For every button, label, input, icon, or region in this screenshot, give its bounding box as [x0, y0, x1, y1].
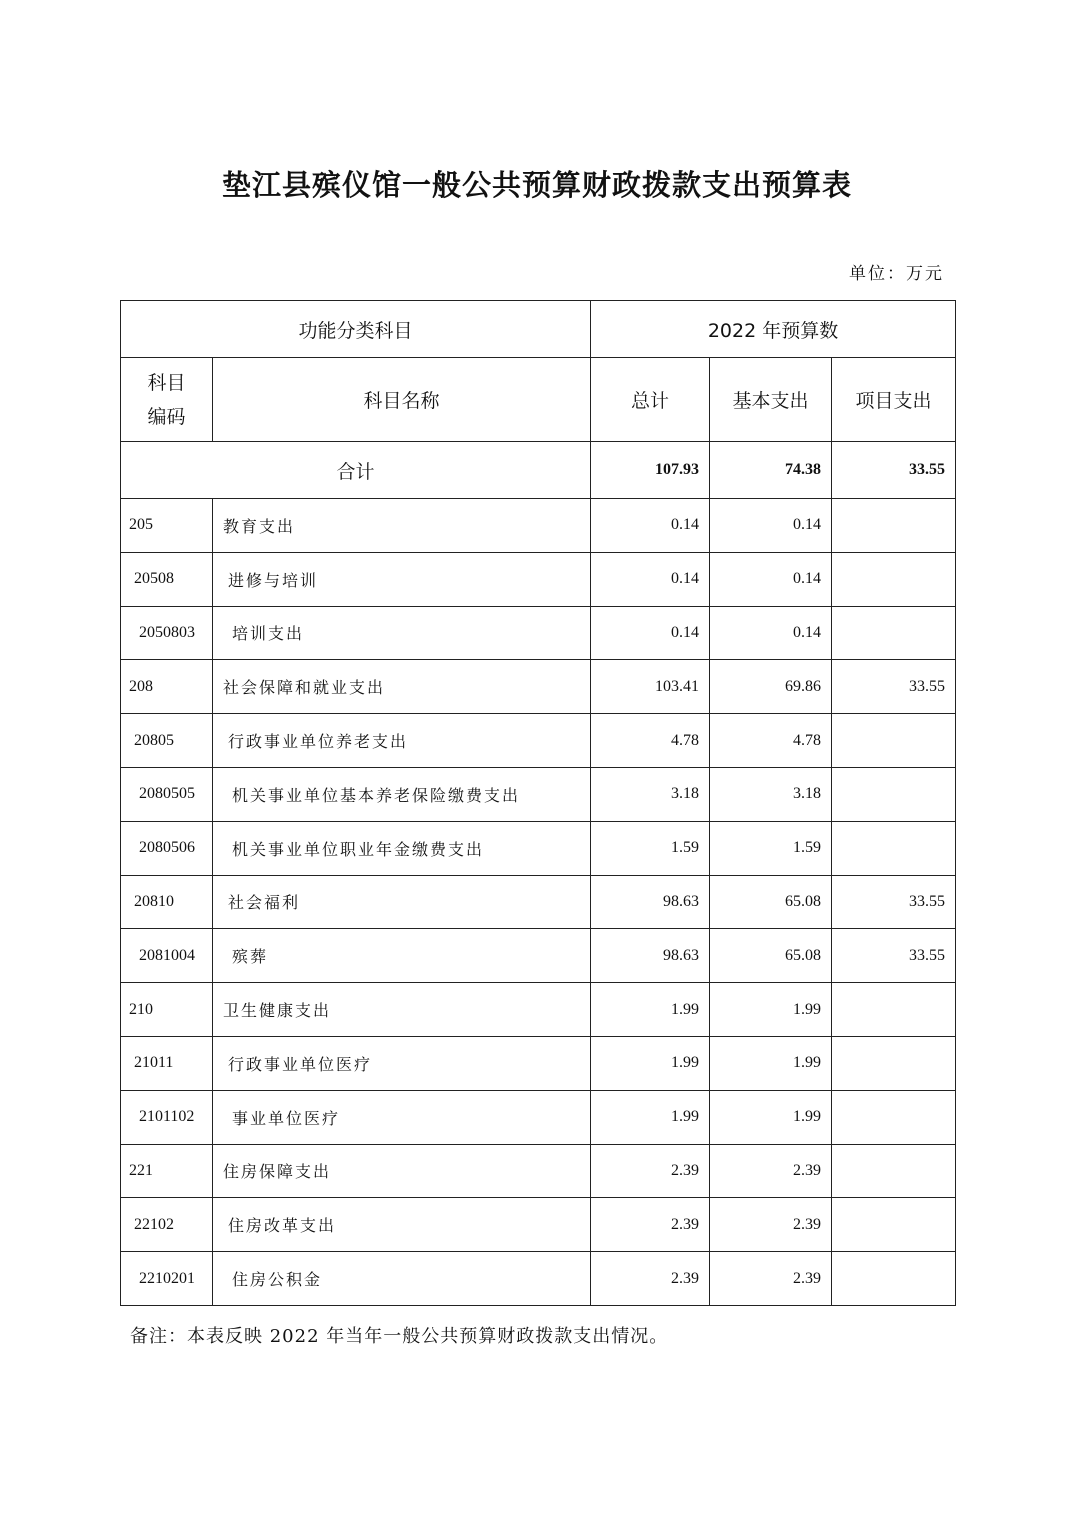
- row-name: 事业单位医疗: [213, 1090, 591, 1144]
- row-project: [832, 499, 956, 553]
- row-name: 机关事业单位基本养老保险缴费支出: [213, 767, 591, 821]
- row-basic: 3.18: [710, 767, 832, 821]
- footnote: 备注：本表反映 2022 年当年一般公共预算财政拨款支出情况。: [130, 1326, 669, 1347]
- row-code: 20810: [121, 875, 213, 929]
- table-row: [121, 983, 956, 1037]
- row-project: [832, 1198, 956, 1252]
- row-project: [832, 1036, 956, 1090]
- table-row: [121, 660, 956, 714]
- row-code: 205: [121, 499, 213, 553]
- row-basic: 2.39: [710, 1144, 832, 1198]
- row-total: 1.99: [591, 1090, 710, 1144]
- row-basic: 2.39: [710, 1252, 832, 1306]
- row-name: 教育支出: [213, 499, 591, 553]
- row-name: 行政事业单位医疗: [213, 1036, 591, 1090]
- header-total: 总计: [591, 358, 710, 442]
- row-basic: 0.14: [710, 499, 832, 553]
- table-row: [121, 552, 956, 606]
- row-project: [832, 821, 956, 875]
- header-basic: 基本支出: [710, 358, 832, 442]
- summary-label: 合计: [121, 442, 591, 499]
- row-total: 3.18: [591, 767, 710, 821]
- table-row: [121, 1090, 956, 1144]
- row-name: 社会保障和就业支出: [213, 660, 591, 714]
- unit-label: 单位：万元: [849, 264, 944, 284]
- row-project: [832, 1090, 956, 1144]
- row-total: 98.63: [591, 875, 710, 929]
- header-code-line1: 科目: [147, 371, 186, 394]
- row-total: 0.14: [591, 552, 710, 606]
- row-project: [832, 983, 956, 1037]
- row-total: 2.39: [591, 1144, 710, 1198]
- row-basic: 1.59: [710, 821, 832, 875]
- table-row: [121, 875, 956, 929]
- row-code: 2081004: [121, 929, 213, 983]
- row-project: [832, 606, 956, 660]
- row-name: 住房改革支出: [213, 1198, 591, 1252]
- summary-total: 107.93: [591, 442, 710, 499]
- row-total: 0.14: [591, 499, 710, 553]
- row-name: 殡葬: [213, 929, 591, 983]
- row-basic: 0.14: [710, 606, 832, 660]
- table-row: [121, 929, 956, 983]
- row-basic: 4.78: [710, 714, 832, 768]
- row-code: 21011: [121, 1036, 213, 1090]
- row-basic: 1.99: [710, 983, 832, 1037]
- row-project: 33.55: [832, 875, 956, 929]
- row-code: 22102: [121, 1198, 213, 1252]
- row-basic: 65.08: [710, 875, 832, 929]
- row-project: [832, 714, 956, 768]
- page-title: 垫江县殡仪馆一般公共预算财政拨款支出预算表: [221, 168, 852, 202]
- row-basic: 2.39: [710, 1198, 832, 1252]
- header-code-line2: 编码: [147, 405, 186, 428]
- table-row: [121, 1036, 956, 1090]
- row-code: 2080505: [121, 767, 213, 821]
- row-project: 33.55: [832, 929, 956, 983]
- row-project: [832, 767, 956, 821]
- row-code: 210: [121, 983, 213, 1037]
- header-row-1: [121, 301, 956, 358]
- row-name: 住房公积金: [213, 1252, 591, 1306]
- row-code: 20805: [121, 714, 213, 768]
- row-basic: 65.08: [710, 929, 832, 983]
- summary-basic: 74.38: [710, 442, 832, 499]
- table-row: [121, 767, 956, 821]
- table-row: [121, 1252, 956, 1306]
- table-row: [121, 821, 956, 875]
- row-name: 进修与培训: [213, 552, 591, 606]
- row-name: 机关事业单位职业年金缴费支出: [213, 821, 591, 875]
- header-budget-year: 2022 年预算数: [591, 301, 956, 358]
- row-project: [832, 1144, 956, 1198]
- row-project: [832, 1252, 956, 1306]
- row-total: 4.78: [591, 714, 710, 768]
- header-code: [121, 358, 213, 442]
- row-basic: 1.99: [710, 1036, 832, 1090]
- row-name: 行政事业单位养老支出: [213, 714, 591, 768]
- table-row: [121, 1144, 956, 1198]
- row-code: 2080506: [121, 821, 213, 875]
- budget-table: [120, 300, 956, 1306]
- row-code: 2050803: [121, 606, 213, 660]
- row-project: [832, 552, 956, 606]
- table-row: [121, 606, 956, 660]
- row-code: 2101102: [121, 1090, 213, 1144]
- row-total: 1.99: [591, 983, 710, 1037]
- row-total: 1.99: [591, 1036, 710, 1090]
- row-code: 20508: [121, 552, 213, 606]
- row-basic: 69.86: [710, 660, 832, 714]
- row-total: 2.39: [591, 1252, 710, 1306]
- row-name: 住房保障支出: [213, 1144, 591, 1198]
- header-row-2: [121, 358, 956, 442]
- row-basic: 0.14: [710, 552, 832, 606]
- table-row: [121, 714, 956, 768]
- row-code: 208: [121, 660, 213, 714]
- summary-project: 33.55: [832, 442, 956, 499]
- table-row: [121, 1198, 956, 1252]
- table-row: [121, 499, 956, 553]
- row-name: 培训支出: [213, 606, 591, 660]
- header-category: 功能分类科目: [121, 301, 591, 358]
- row-total: 103.41: [591, 660, 710, 714]
- row-total: 98.63: [591, 929, 710, 983]
- header-project: 项目支出: [832, 358, 956, 442]
- row-basic: 1.99: [710, 1090, 832, 1144]
- header-name: 科目名称: [213, 358, 591, 442]
- row-code: 221: [121, 1144, 213, 1198]
- row-total: 0.14: [591, 606, 710, 660]
- row-total: 2.39: [591, 1198, 710, 1252]
- row-name: 卫生健康支出: [213, 983, 591, 1037]
- row-project: 33.55: [832, 660, 956, 714]
- row-total: 1.59: [591, 821, 710, 875]
- summary-row: [121, 442, 956, 499]
- row-code: 2210201: [121, 1252, 213, 1306]
- row-name: 社会福利: [213, 875, 591, 929]
